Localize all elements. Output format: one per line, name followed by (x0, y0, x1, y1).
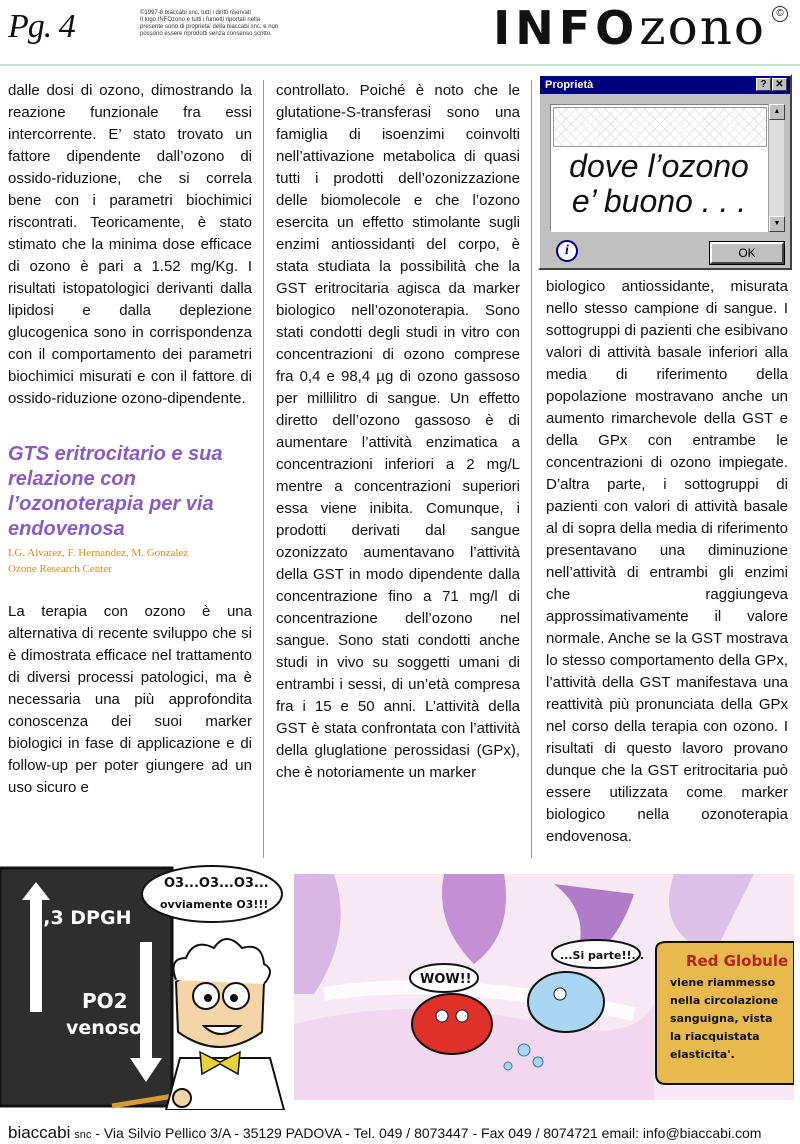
properties-dialog (538, 74, 792, 270)
scrollbar[interactable] (768, 104, 784, 232)
info-icon: i (556, 240, 578, 262)
logo-bold-part: INFO (493, 1, 640, 55)
copyright-mark-icon: © (772, 6, 788, 22)
si-parte-text: ...Si parte!!... (560, 949, 645, 962)
footer-address: - Via Silvio Pellico 3/A - 35129 PADOVA - Tel. 049 / 8073447 - Fax 049 / 8074721 email: info@biaccabi.com (91, 1125, 762, 1141)
board-label-venoso: venoso (66, 1017, 143, 1039)
speech-bubble (142, 866, 282, 922)
article-column-2 (276, 80, 520, 784)
dialog-message-line: dove l’ozono (569, 148, 749, 184)
dialog-message-line: e’ buono . . . (571, 183, 747, 219)
copyright-line: presente sono di proprieta' della biaccabi snc. e non (140, 24, 279, 30)
copyright-notice (140, 10, 380, 38)
scroll-line: elasticita'. (670, 1048, 735, 1061)
bubble-icon (504, 1062, 512, 1070)
scroll-line: nella circolazione (670, 994, 779, 1007)
close-button[interactable]: ✕ (772, 78, 787, 91)
dialog-titlebar (540, 76, 790, 94)
copyright-line: Il logo INFOzono e tutti i fumetti riportati nella (140, 17, 261, 23)
professor-cartoon (0, 862, 288, 1110)
globule-eye (456, 1010, 468, 1022)
globule-eye (436, 1010, 448, 1022)
footer-brand: biaccabi (8, 1123, 71, 1142)
hatched-area (553, 107, 767, 147)
scroll-line: sanguigna, vista (670, 1012, 773, 1025)
dialog-title: Proprietà (545, 79, 594, 91)
bubble-icon (533, 1057, 543, 1067)
column-divider (263, 80, 264, 858)
oxygen-globule (528, 972, 604, 1032)
professor-hand (173, 1089, 191, 1107)
section-affiliation: Ozone Research Center (8, 563, 112, 575)
eye (230, 994, 238, 1002)
scroll-title: Red Globule (686, 952, 789, 970)
column-divider (531, 80, 532, 858)
infozono-logo (493, 0, 766, 56)
logo-light-part: zono (639, 0, 766, 56)
copyright-line: ©1997-8 biaccabi snc. tutti i diritti riservati (140, 10, 251, 16)
paragraph: dalle dosi di ozono, dimostrando la reazione funzionale fra essi intercorrente. E’ stato trovato un fattore dipendente dall’ozono di ossido-riduzione, che si correla bene con i parametri biochimici riscontrati. Teoricamente, è stato stimato che la minima dose efficace di ozono è pari a 1.52 mg/Kg. I risultati istopatologici derivanti dalla lipidosi e dalla deplezione glucogenica sono in corrispondenza con il comportamento dei parametri biochimici misurati e con il fattore di ossido-riduzione ozono-dipendente. (8, 82, 252, 407)
red-globule (412, 994, 492, 1054)
footer (8, 1124, 798, 1144)
scroll-up-arrow-icon[interactable]: ▲ (769, 104, 785, 120)
header-divider (0, 64, 800, 66)
globule-eye (554, 988, 566, 1000)
paragraph: biologico antiossidante, misurata nello stesso campione di sangue. I sottogruppi di pazienti che esibivano valori di attività basale inferiori alla media di riferimento della popolazione mostravano anche un aumento rimarchevole della GST e della GPx con entrambe le concentrazioni di ozono impiegate. D’altra parte, i sottogruppi di pazienti con valori di attività basale al di sopra della media di riferimento presentavano una diminuzione nell’attività di entrambi gli enzimi che raggiungeva approssimativamente il valore normale. Anche se la GST mostrava lo stesso comportamento della GPx, l’attività della GST manifestava una reattività più pronunciata della GPx nel corso della terapia con ozono. I risultati di questo lavoro provano dunque che la GST eritrocitaria può essere utilizzata come marker biologico nella ozonoterapia endovenosa. (546, 278, 788, 845)
paragraph: La terapia con ozono è una alternativa di recente sviluppo che si è dimostrata efficace nel trattamento di diversi processi patologici, ma è necessaria una più approfondita conoscenza dei suoi marker biologici in fase di applicazione e di follow-up per poter giungere ad un uso sicuro e (8, 603, 252, 796)
help-button[interactable]: ? (756, 78, 771, 91)
ok-button[interactable]: OK (710, 242, 784, 264)
article-column-3 (546, 276, 788, 848)
dialog-content-panel (550, 104, 772, 232)
scroll-line: la riacquistata (670, 1030, 760, 1043)
professor-hair (174, 939, 270, 984)
copyright-line: possono essere riprodotti senza consenso scritto. (140, 31, 272, 37)
section-title: GTS eritrocitario e sua relazione con l’ozonoterapia per via endovenosa (8, 443, 223, 540)
eye (204, 994, 212, 1002)
bubble-icon (518, 1044, 530, 1056)
board-label-po2: PO2 (82, 989, 128, 1013)
section-authors: I.G. Alvarez, F. Hernandez, M. Gonzalez (8, 547, 189, 559)
paragraph: controllato. Poiché è noto che le glutatione-S-transferasi sono una famiglia di isoenzimi coinvolti nell’attivazione metabolica di quasi tutti i prodotti dell’ozonizzazione delle biomolecole e che l’ozono esercita un effetto stimolante sugli enzimi antiossidanti del corpo, è stata studiata la possibilità che la GST eritrocitaria agisca da marker biologico nell’ozonoterapia. Sono stati condotti degli studi in vitro con concentrazioni di ozono comprese fra 0,4 e 98,4 µg di ozono gassoso per millilitro di sangue. Un effetto diretto dell’ozono gassoso è di aumentare l’attività enzimatica a concentrazioni inferiori a 2 mg/L mentre a concentrazioni superiori essa viene inibita. Comunque, i prodotti derivati dal sangue ozonizzato aumentavano l’attività della GST in modo dipendente dalla concentrazione fino a 71 mg/l di concentrazione dell’ozono nel sangue. Sono stati condotti anche studi in vivo su soggetti umani di entrambi i sessi, di un’età compresa fra i 15 e 50 anni. L’attività della GST è stata confrontata con l’attività della gluglatione perossidasi (GPx), che è notoriamente un marker (276, 82, 520, 781)
bubble-text-1: O3...O3...O3... (164, 876, 269, 891)
scroll-down-arrow-icon[interactable]: ▼ (769, 216, 785, 232)
wow-text: WOW!! (420, 972, 472, 987)
dialog-message (551, 149, 767, 219)
article-column-1 (8, 80, 252, 799)
red-globule-cartoon (294, 874, 794, 1100)
bubble-text-2: ovviamente O3!!! (160, 898, 269, 911)
page-number: Pg. 4 (8, 8, 75, 45)
board-label-top: 2,3 DPGH (30, 907, 132, 929)
scroll-line: viene riammesso (670, 976, 776, 989)
footer-snc: snc (74, 1129, 92, 1141)
